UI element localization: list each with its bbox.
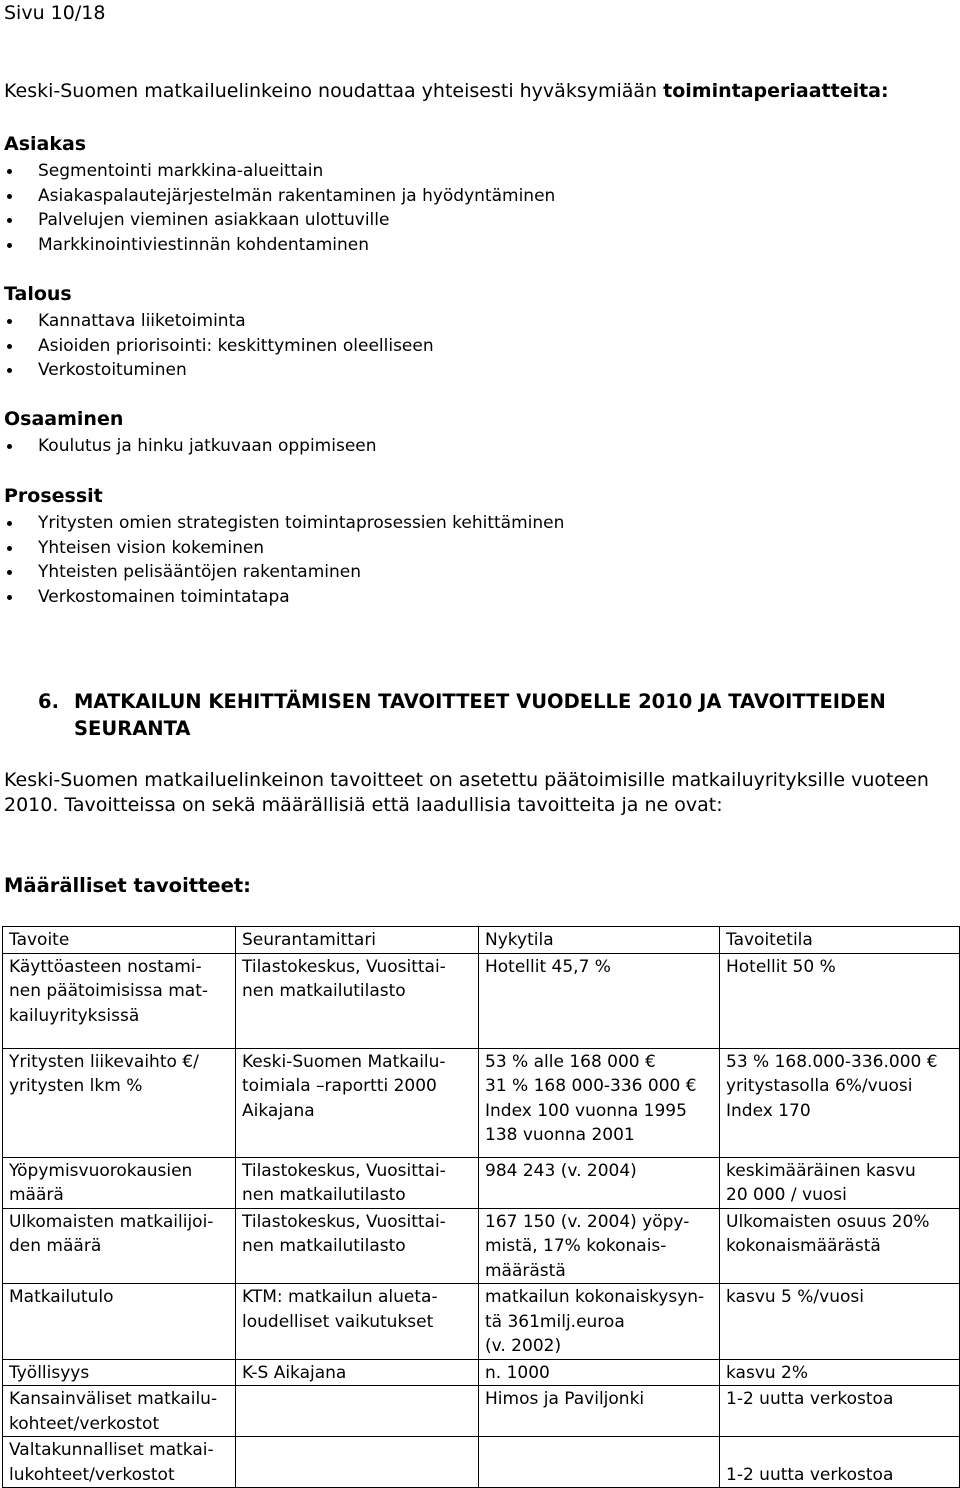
table-cell: Yöpymisvuorokausien määrä — [3, 1157, 236, 1208]
table-cell — [236, 1437, 479, 1488]
table-cell: 1-2 uutta verkostoa — [720, 1386, 960, 1437]
list-item — [0, 585, 564, 610]
bullet-list-asiakas — [0, 159, 555, 257]
section-title-prosessit: Prosessit — [4, 485, 103, 507]
list-item — [0, 309, 434, 334]
table-row — [3, 953, 960, 1048]
table-cell: matkailun kokonaiskysyn- tä 361milj.euroa (v. 2002) — [479, 1284, 720, 1360]
list-item — [0, 434, 377, 459]
quantitative-heading: Määrälliset tavoitteet: — [4, 874, 251, 897]
table-header-cell: Tavoite — [3, 927, 236, 954]
bullet-icon — [7, 218, 12, 223]
table-row — [3, 1437, 960, 1488]
bullet-list-osaaminen — [0, 434, 377, 459]
table-cell: Tilastokeskus, Vuosittai- nen matkailutilasto — [236, 1208, 479, 1284]
table-cell: KTM: matkailun alueta- loudelliset vaikutukset — [236, 1284, 479, 1360]
list-item-text: Yritysten omien strategisten toimintaprosessien kehittäminen — [38, 513, 565, 533]
table-cell: Ulkomaisten osuus 20% kokonaismäärästä — [720, 1208, 960, 1284]
table-row — [3, 1386, 960, 1437]
list-item — [0, 511, 564, 536]
list-item-text: Koulutus ja hinku jatkuvaan oppimiseen — [38, 436, 377, 456]
table-cell — [236, 1386, 479, 1437]
list-item — [0, 560, 564, 585]
list-item — [0, 208, 555, 233]
table-row — [3, 1157, 960, 1208]
bullet-icon — [7, 243, 12, 248]
list-item-text: Verkostoituminen — [38, 360, 187, 380]
table-cell: n. 1000 — [479, 1359, 720, 1386]
chapter-paragraph: Keski-Suomen matkailuelinkeinon tavoitteet on asetettu päätoimisille matkailuyrityksille vuoteen 2010. Tavoitteissa on sekä määrällisiä että laadullisia tavoitteita ja ne ovat: — [4, 769, 929, 816]
bullet-icon — [7, 344, 12, 349]
intro-plain: Keski-Suomen matkailuelinkeino noudattaa yhteisesti hyväksymiään — [4, 80, 664, 102]
chapter-heading — [38, 688, 948, 742]
list-item — [0, 184, 555, 209]
bullet-icon — [7, 595, 12, 600]
intro-text — [4, 80, 889, 102]
table-cell: 53 % 168.000-336.000 € yritystasolla 6%/vuosi Index 170 — [720, 1048, 960, 1157]
table-cell: Ulkomaisten matkailijoi- den määrä — [3, 1208, 236, 1284]
intro-bold: toimintaperiaatteita: — [663, 80, 889, 102]
bullet-list-prosessit — [0, 511, 564, 609]
table-cell: Tilastokeskus, Vuosittai- nen matkailutilasto — [236, 1157, 479, 1208]
list-item-text: Asioiden priorisointi: keskittyminen oleelliseen — [38, 335, 434, 356]
table-cell: kasvu 2% — [720, 1359, 960, 1386]
list-item — [0, 159, 555, 184]
table-cell: Yritysten liikevaihto €/ yritysten lkm % — [3, 1048, 236, 1157]
list-item — [0, 233, 555, 258]
table-cell: Kansainväliset matkailu- kohteet/verkostot — [3, 1386, 236, 1437]
bullet-icon — [7, 570, 12, 575]
table-header-cell: Tavoitetila — [720, 927, 960, 954]
table-cell: Hotellit 50 % — [720, 953, 960, 1048]
table-cell: Työllisyys — [3, 1359, 236, 1386]
table-cell: 984 243 (v. 2004) — [479, 1157, 720, 1208]
goals-table — [2, 926, 960, 1488]
table-cell: 1-2 uutta verkostoa — [720, 1437, 960, 1488]
list-item — [0, 536, 564, 561]
bullet-icon — [7, 319, 12, 324]
table-row — [3, 1208, 960, 1284]
list-item — [0, 358, 434, 383]
table-cell: Valtakunnalliset matkai- lukohteet/verkostot — [3, 1437, 236, 1488]
list-item-text: Asiakaspalautejärjestelmän rakentaminen ja hyödyntäminen — [38, 185, 556, 206]
table-row — [3, 1359, 960, 1386]
table-cell: Matkailutulo — [3, 1284, 236, 1360]
list-item — [0, 334, 434, 359]
table-header-cell: Nykytila — [479, 927, 720, 954]
chapter-number: 6. — [38, 690, 59, 713]
bullet-icon — [7, 444, 12, 449]
bullet-icon — [7, 194, 12, 199]
table-cell: 53 % alle 168 000 € 31 % 168 000-336 000 € Index 100 vuonna 1995 138 vuonna 2001 — [479, 1048, 720, 1157]
list-item-text: Segmentointi markkina-alueittain — [38, 161, 324, 181]
table-cell — [479, 1437, 720, 1488]
page-number: Sivu 10/18 — [4, 2, 106, 24]
table-cell: Käyttöasteen nostami- nen päätoimisissa mat- kailuyrityksissä — [3, 953, 236, 1048]
table-header-cell: Seurantamittari — [236, 927, 479, 954]
table-cell: 167 150 (v. 2004) yöpy- mistä, 17% kokonais- määrästä — [479, 1208, 720, 1284]
goals-table-body — [3, 927, 960, 1488]
bullet-icon — [7, 546, 12, 551]
table-cell: kasvu 5 %/vuosi — [720, 1284, 960, 1360]
list-item-text: Verkostomainen toimintatapa — [38, 586, 290, 607]
table-row — [3, 1284, 960, 1360]
table-cell: K-S Aikajana — [236, 1359, 479, 1386]
table-row — [3, 1048, 960, 1157]
list-item-text: Yhteisten pelisääntöjen rakentaminen — [38, 562, 362, 582]
section-title-osaaminen: Osaaminen — [4, 408, 124, 430]
table-header-row — [3, 927, 960, 954]
table-cell: Keski-Suomen Matkailu- toimiala –raportti 2000 Aikajana — [236, 1048, 479, 1157]
list-item-text: Kannattava liiketoiminta — [38, 311, 246, 331]
list-item-text: Palvelujen vieminen asiakkaan ulottuville — [38, 210, 390, 230]
list-item-text: Markkinointiviestinnän kohdentaminen — [38, 234, 369, 255]
section-title-talous: Talous — [4, 283, 72, 305]
chapter-title-line2: SEURANTA — [74, 717, 191, 740]
section-title-asiakas: Asiakas — [4, 133, 87, 155]
chapter-title-line1: MATKAILUN KEHITTÄMISEN TAVOITTEET VUODELLE 2010 JA TAVOITTEIDEN — [74, 690, 886, 713]
table-cell: Tilastokeskus, Vuosittai- nen matkailutilasto — [236, 953, 479, 1048]
bullet-list-talous — [0, 309, 434, 383]
list-item-text: Yhteisen vision kokeminen — [38, 537, 265, 558]
bullet-icon — [7, 368, 12, 373]
table-cell: keskimääräinen kasvu 20 000 / vuosi — [720, 1157, 960, 1208]
bullet-icon — [7, 521, 12, 526]
table-cell: Himos ja Paviljonki — [479, 1386, 720, 1437]
bullet-icon — [7, 169, 12, 174]
table-cell: Hotellit 45,7 % — [479, 953, 720, 1048]
